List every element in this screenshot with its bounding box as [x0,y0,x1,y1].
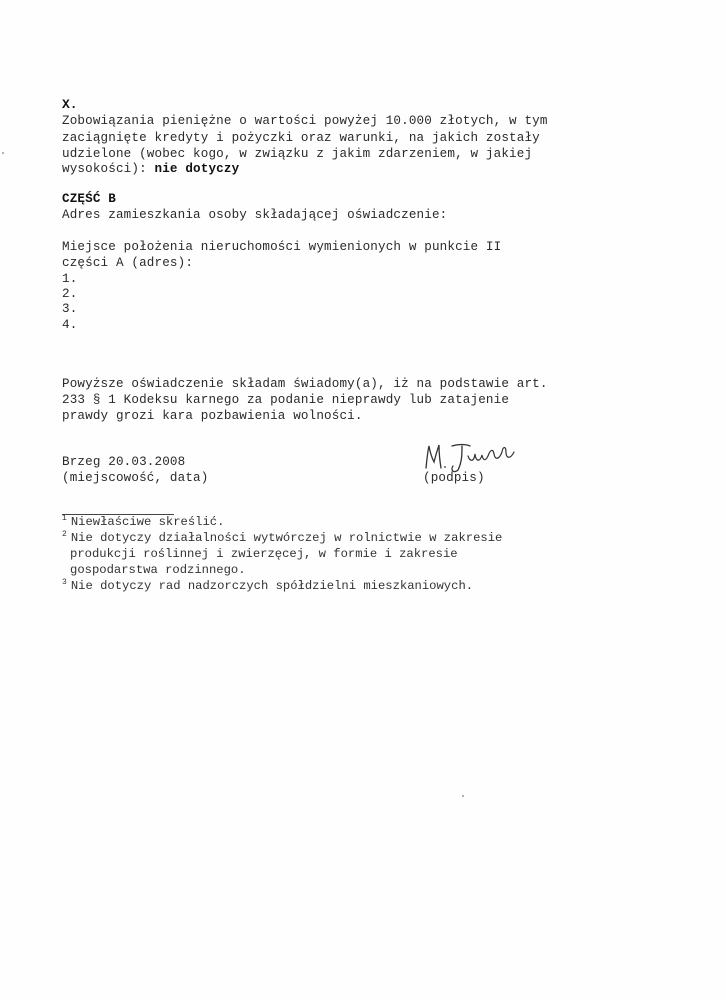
declaration-line-2: 233 § 1 Kodeksu karnego za podanie nieprawdy lub zatajenie [62,393,510,407]
section-x-answer: nie dotyczy [154,162,240,176]
footnote-2-mark: 2 [62,529,67,539]
handwritten-signature [420,440,520,474]
declaration-line-1: Powyższe oświadczenie składam świadomy(a), iż na podstawie art. [62,377,548,391]
place-date-caption: (miejscowość, data) [62,471,209,485]
property-label-line-2: części A (adres): [62,256,194,270]
section-x-number: X. [62,97,78,112]
signature-caption: (podpis) [423,471,485,485]
section-x-text-line-3: udzielone (wobec kogo, w związku z jakim zdarzeniem, w jakiej [62,147,533,161]
scan-speck [462,795,464,797]
property-label-line-1: Miejsce położenia nieruchomości wymienionych w punkcie II [62,240,502,254]
footnote-2-text-line-1: Nie dotyczy działalności wytwórczej w rolnictwie w zakresie [70,531,503,545]
footnote-2 [62,531,502,546]
property-list-item-4: 4. [62,318,78,332]
footnote-2-text-line-2: produkcji roślinnej i zwierzęcej, w formie i zakresie [70,547,458,561]
place-date-value: Brzeg 20.03.2008 [62,455,186,469]
footnote-3-mark: 3 [62,577,67,587]
part-b-heading: CZĘŚĆ B [62,192,116,206]
address-label: Adres zamieszkania osoby składającej oświadczenie: [62,208,448,222]
footnote-1-text: Niewłaściwe skreślić. [70,515,225,529]
scan-speck [2,152,4,154]
property-list-item-3: 3. [62,302,78,316]
footnote-2-text-line-3: gospodarstwa rodzinnego. [70,563,246,577]
declaration-line-3: prawdy grozi kara pozbawienia wolności. [62,409,363,423]
footnote-3 [62,579,473,594]
footnote-1-mark: 1 [62,513,67,523]
section-x-text-line-1: Zobowiązania pieniężne o wartości powyżej 10.000 złotych, w tym [62,114,548,128]
property-list-item-2: 2. [62,287,78,301]
footnote-1 [62,515,224,530]
section-x-text-line-4 [62,162,239,177]
property-list-item-1: 1. [62,272,78,286]
footnote-3-text: Nie dotyczy rad nadzorczych spółdzielni mieszkaniowych. [70,579,474,593]
section-x-text-line-2: zaciągnięte kredyty i pożyczki oraz warunki, na jakich zostały [62,131,540,145]
section-x-text-line-4-label: wysokości): [62,162,147,176]
